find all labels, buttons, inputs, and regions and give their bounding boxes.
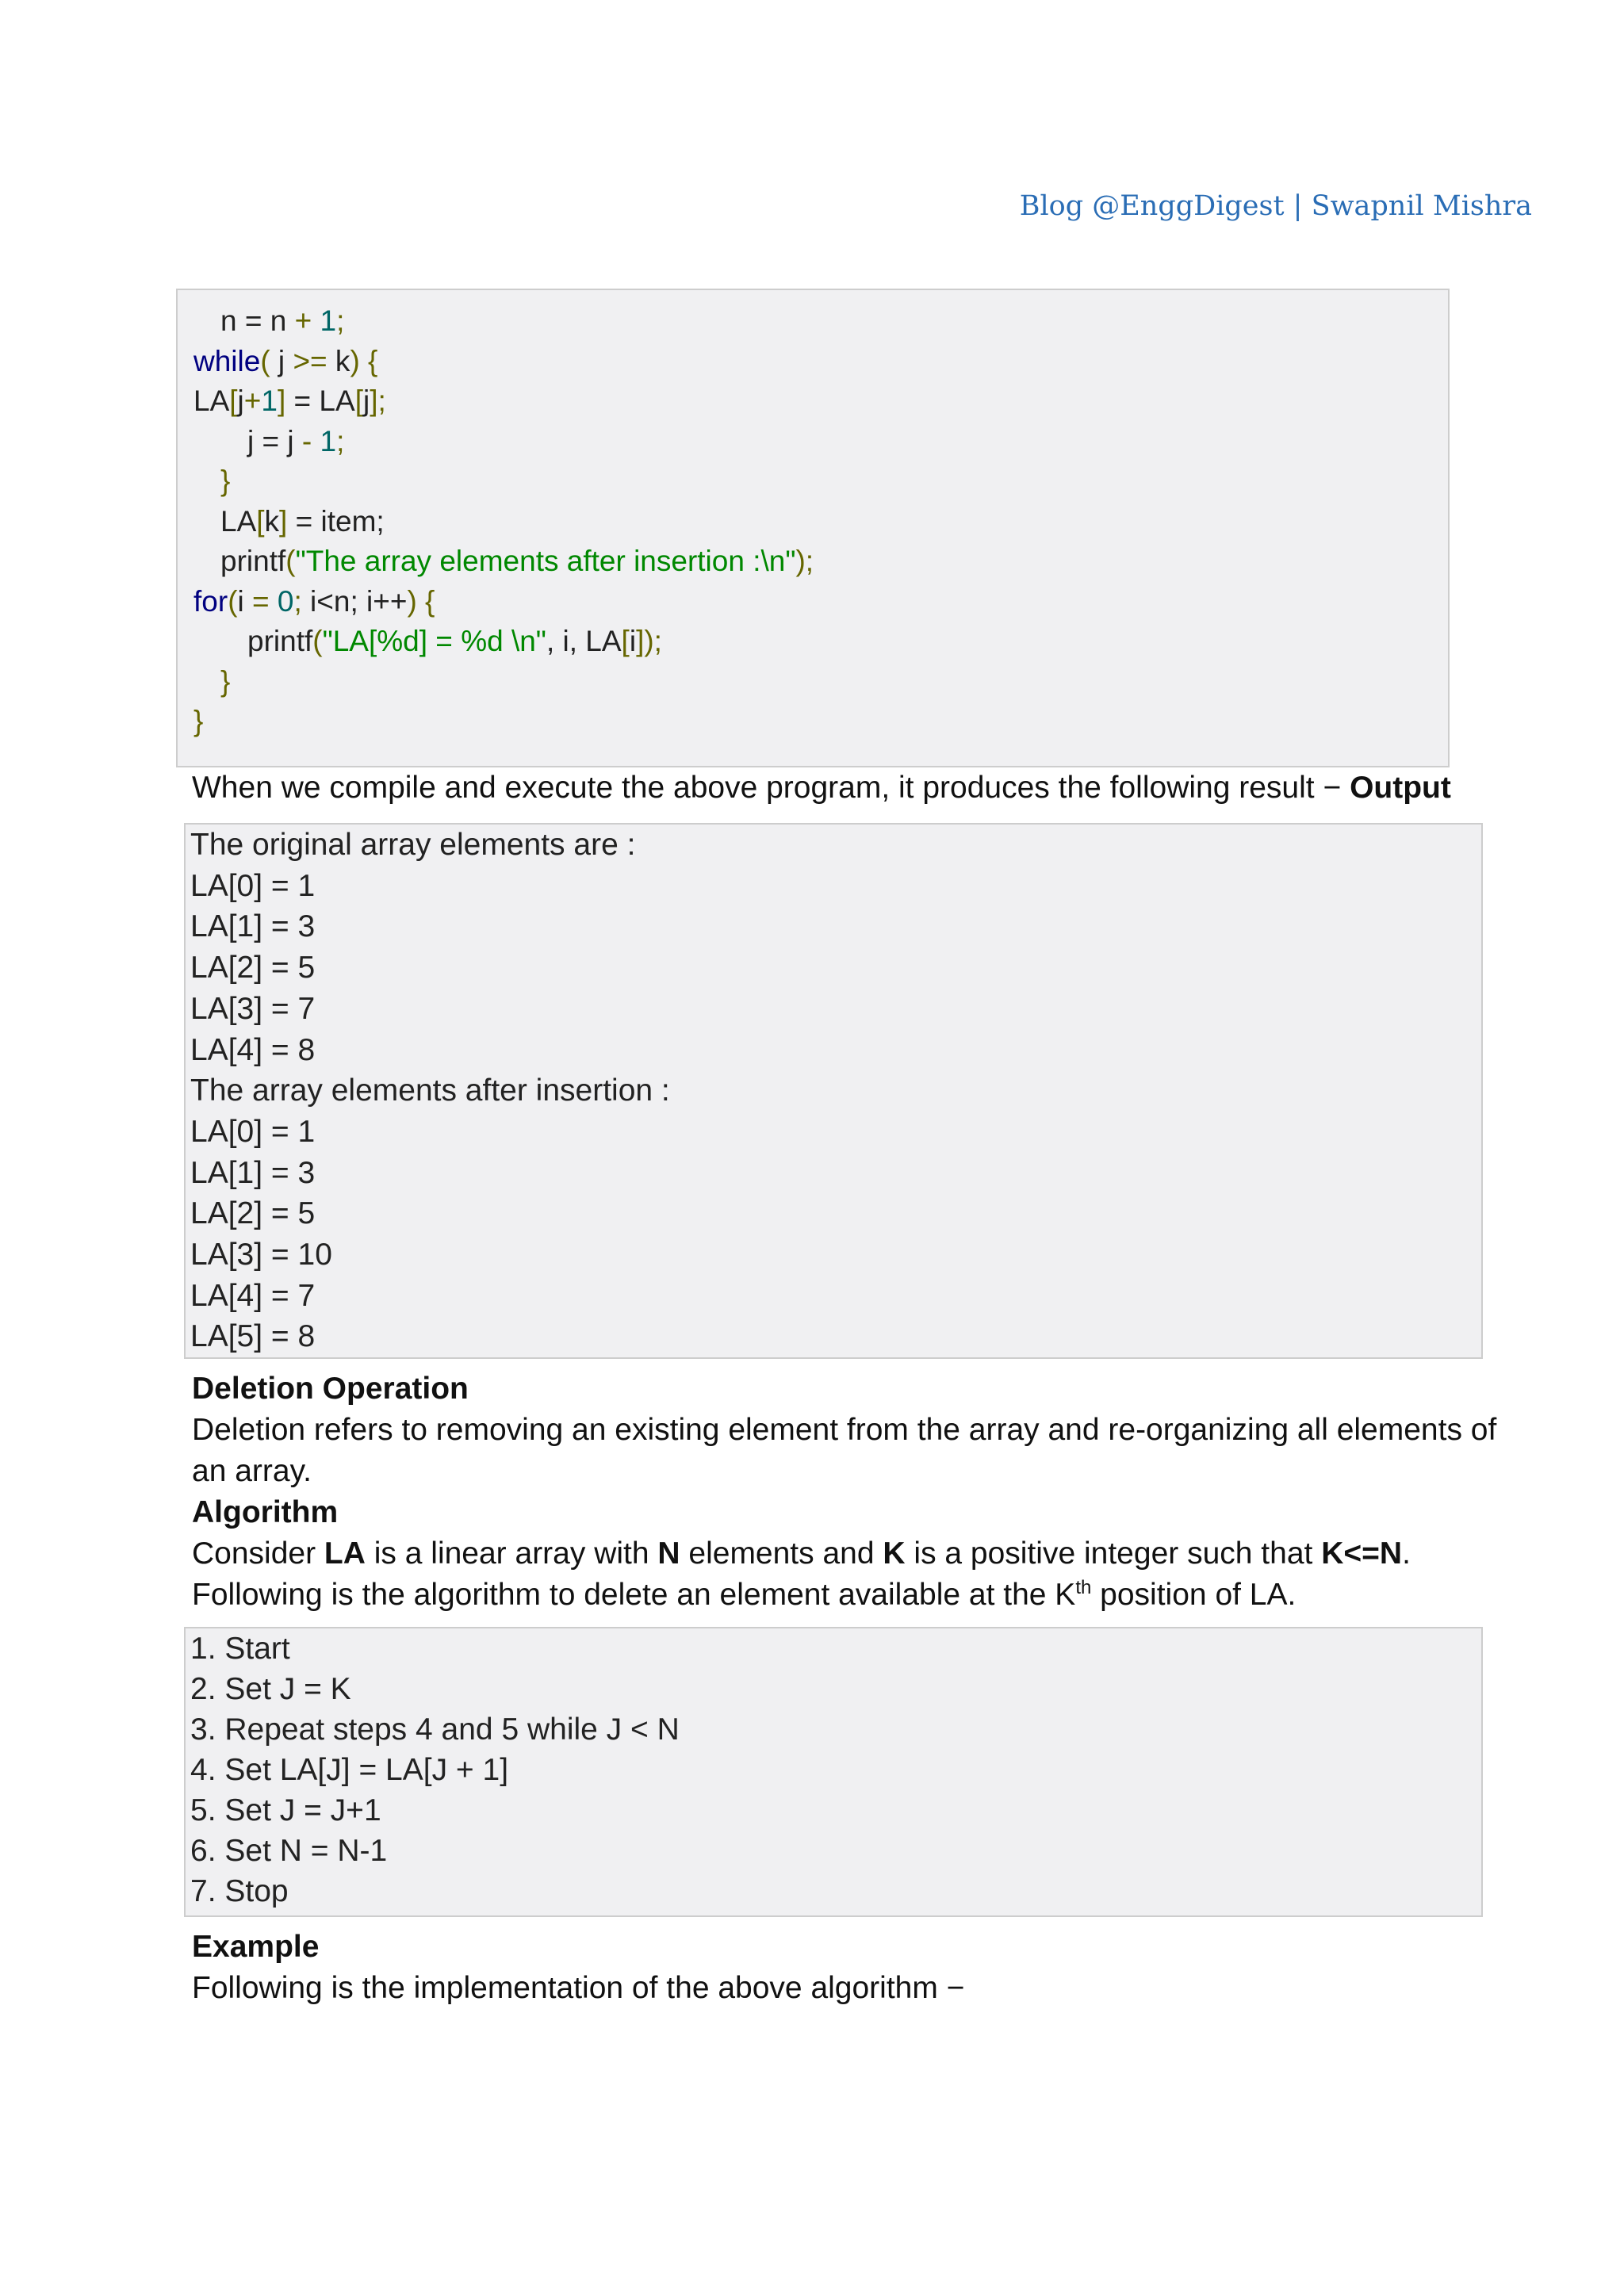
code-token: }	[193, 705, 204, 737]
code-token: (	[260, 344, 270, 377]
code-block	[176, 289, 1450, 767]
code-token: ]	[279, 504, 288, 538]
code-token: i	[629, 625, 637, 657]
code-token: );	[795, 545, 814, 577]
consider-b3: K	[883, 1536, 906, 1571]
algorithm-heading: Algorithm	[192, 1495, 339, 1529]
code-token: i<n; i++	[301, 584, 408, 618]
output-line: LA[0] = 1	[190, 1114, 316, 1149]
code-token: printf	[247, 625, 313, 657]
code-line	[220, 541, 814, 581]
output-line: LA[3] = 7	[190, 991, 316, 1026]
code-token: n = n	[220, 304, 295, 337]
output-line: LA[4] = 8	[190, 1032, 316, 1067]
code-token: = LA	[285, 385, 355, 417]
code-token: "LA[%d] = %d \n"	[322, 625, 546, 657]
algorithm-step: 4. Set LA[J] = LA[J + 1]	[190, 1753, 509, 1787]
code-line	[193, 381, 386, 421]
code-token: i	[237, 584, 253, 618]
code-token: k	[264, 504, 280, 538]
code-token: ];	[370, 385, 386, 417]
output-line: LA[5] = 8	[190, 1319, 316, 1354]
code-token: }	[220, 664, 231, 698]
algorithm-step: 3. Repeat steps 4 and 5 while J < N	[190, 1712, 680, 1747]
code-token: j = j	[247, 424, 302, 457]
algorithm-step: 2. Set J = K	[190, 1672, 351, 1706]
consider-p4: is a positive integer such that	[905, 1536, 1322, 1571]
code-token: )	[407, 584, 417, 618]
blog-header: Blog @EnggDigest | Swapnil Mishra	[1019, 190, 1532, 222]
code-token: [	[256, 504, 265, 538]
following-text	[192, 1575, 1296, 1616]
output-line: LA[2] = 5	[190, 951, 316, 985]
code-token: k	[327, 344, 350, 377]
code-token: j	[270, 344, 293, 377]
code-token: )	[350, 344, 360, 377]
following-pre: Following is the algorithm to delete an element available at the K	[192, 1578, 1076, 1612]
code-token: 1	[261, 385, 278, 417]
output-line: The original array elements are :	[190, 828, 636, 862]
deletion-desc-line2: an array.	[192, 1454, 312, 1488]
code-token: }	[220, 465, 231, 497]
output-line: LA[1] = 3	[190, 909, 316, 944]
code-token: printf	[220, 545, 286, 577]
code-token: for	[193, 584, 228, 618]
consider-p5: .	[1402, 1536, 1411, 1571]
algorithm-step: 1. Start	[190, 1632, 290, 1666]
code-token: [	[354, 385, 363, 417]
output-line: The array elements after insertion :	[190, 1073, 670, 1108]
code-token: ;	[336, 424, 345, 457]
code-token: {	[416, 584, 435, 618]
result-intro	[192, 767, 1451, 809]
code-token: (	[312, 625, 323, 657]
code-line	[220, 301, 344, 341]
code-token: ;	[293, 584, 302, 618]
output-line: LA[1] = 3	[190, 1155, 316, 1190]
code-token: (	[285, 545, 296, 577]
consider-p2: is a linear array with	[365, 1536, 658, 1571]
consider-b2: N	[657, 1536, 680, 1571]
code-token: ]	[277, 385, 286, 417]
algorithm-step: 7. Stop	[190, 1874, 289, 1908]
code-line	[247, 422, 344, 461]
code-token: ]);	[636, 625, 662, 657]
example-heading: Example	[192, 1930, 320, 1964]
code-line	[220, 662, 230, 702]
algorithm-step: 5. Set J = J+1	[190, 1793, 381, 1827]
code-token: [	[621, 625, 630, 657]
consider-p1: Consider	[192, 1536, 324, 1571]
code-token: LA	[193, 385, 230, 417]
code-token: = item;	[287, 504, 385, 538]
code-token: j	[362, 385, 370, 417]
code-token: +	[294, 304, 312, 337]
consider-text	[192, 1533, 1411, 1575]
output-line: LA[3] = 10	[190, 1238, 332, 1272]
deletion-heading: Deletion Operation	[192, 1372, 469, 1406]
code-line	[220, 461, 230, 501]
code-token: +	[243, 385, 262, 417]
code-token: , i, LA	[546, 625, 622, 657]
code-line	[193, 702, 203, 741]
consider-b1: LA	[324, 1536, 366, 1571]
algorithm-step: 6. Set N = N-1	[190, 1834, 388, 1868]
code-token: {	[359, 344, 378, 377]
result-intro-bold: Output	[1350, 771, 1451, 805]
code-token: ;	[336, 304, 345, 337]
code-token: >=	[293, 344, 327, 377]
code-line	[193, 342, 377, 381]
code-token: 1	[312, 424, 337, 457]
following-sup: th	[1075, 1577, 1092, 1598]
code-token: 1	[312, 304, 337, 337]
deletion-desc-line1: Deletion refers to removing an existing element from the array and re-organizing all elements of	[192, 1413, 1497, 1447]
output-line: LA[0] = 1	[190, 868, 316, 903]
output-line: LA[2] = 5	[190, 1196, 316, 1231]
code-token: -	[301, 424, 312, 457]
consider-p3: elements and	[680, 1536, 883, 1571]
output-line: LA[4] = 7	[190, 1278, 316, 1313]
code-token: j	[237, 385, 244, 417]
code-token: (	[228, 584, 238, 618]
code-token: [	[229, 385, 238, 417]
output-block	[184, 823, 1483, 1359]
algorithm-block	[184, 1627, 1483, 1917]
code-token: 0	[269, 584, 294, 618]
result-intro-text: When we compile and execute the above program, it produces the following result −	[192, 771, 1350, 805]
following-post: position of LA.	[1091, 1578, 1297, 1612]
example-text: Following is the implementation of the above algorithm −	[192, 1971, 965, 2005]
consider-b4: K<=N	[1321, 1536, 1403, 1571]
code-line	[220, 502, 385, 541]
code-token: LA	[220, 504, 257, 538]
code-token: while	[193, 344, 261, 377]
code-line	[247, 622, 662, 661]
code-line	[193, 582, 435, 622]
code-token: "The array elements after insertion :\n"	[295, 545, 796, 577]
code-token: =	[252, 584, 270, 618]
